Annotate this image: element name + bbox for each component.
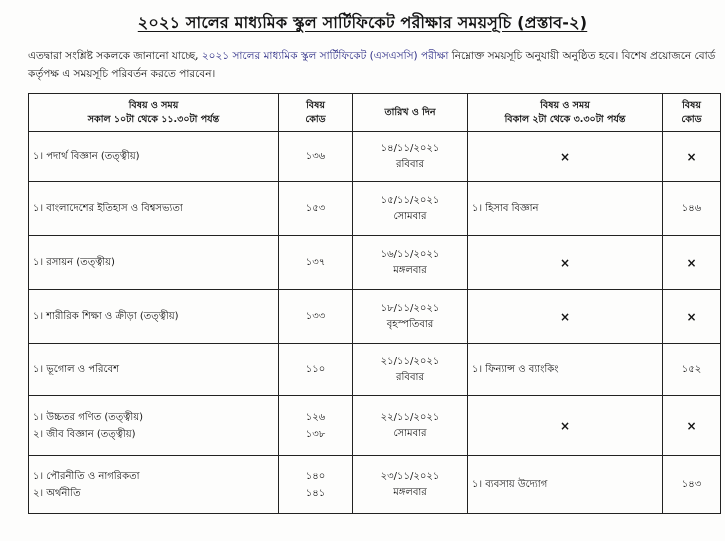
table-row <box>29 456 721 514</box>
morning-subjects <box>29 132 279 182</box>
exam-day: সোমবার <box>393 210 427 222</box>
subject-code: ১৩৭ <box>305 257 326 268</box>
morning-subject: ১। উচ্চতর গণিত (তত্ত্বীয়) <box>33 411 144 423</box>
exam-day: রবিবার <box>396 371 424 383</box>
morning-subjects <box>29 182 279 236</box>
morning-subject: ১। শারীরিক শিক্ষা ও ক্রীড়া (তত্ত্বীয়) <box>33 311 179 322</box>
header-morning-title: বিষয় ও সময় <box>128 99 179 111</box>
morning-codes <box>279 182 353 236</box>
subject-code: ১৫৩ <box>305 203 326 214</box>
morning-subject: ১। ভূগোল ও পরিবেশ <box>33 364 119 375</box>
date-cell <box>353 290 468 344</box>
afternoon-subject: ১। হিসাব বিজ্ঞান <box>468 182 663 236</box>
morning-subject: ২। অর্থনীতি <box>33 487 81 499</box>
date-cell <box>353 396 468 456</box>
exam-date: ১৬/১১/২০২১ <box>380 248 440 260</box>
header-morning-time: সকাল ১০টা থেকে ১১.৩০টা পর্যন্ত <box>87 113 220 125</box>
afternoon-code: × <box>663 132 721 182</box>
morning-codes <box>279 290 353 344</box>
morning-subjects <box>29 236 279 290</box>
morning-subjects <box>29 290 279 344</box>
afternoon-subject: ১। ফিন্যান্স ও ব্যাংকিং <box>468 344 663 396</box>
header-code2-line1: বিষয় <box>682 99 701 111</box>
subject-code: ১৩৮ <box>305 428 326 440</box>
exam-day: মঙ্গলবার <box>393 264 427 276</box>
intro-text-part1: এতদ্বারা সংশ্লিষ্ট সকলকে জানানো যাচ্ছে, <box>28 50 202 62</box>
exam-day: মঙ্গলবার <box>393 486 427 498</box>
afternoon-code: ১৫২ <box>663 344 721 396</box>
table-row <box>29 344 721 396</box>
subject-code: ১৩৩ <box>305 311 326 322</box>
exam-date: ১৫/১১/২০২১ <box>380 194 440 206</box>
header-code-line1: বিষয় <box>306 99 325 111</box>
afternoon-subject: ১। ব্যবসায় উদ্যোগ <box>468 456 663 514</box>
date-cell <box>353 456 468 514</box>
afternoon-code: ১৪৩ <box>663 456 721 514</box>
exam-day: বৃহস্পতিবার <box>386 318 434 330</box>
morning-subject: ১। পৌরনীতি ও নাগরিকতা <box>33 470 140 482</box>
header-code2-line2: কোড <box>681 113 702 125</box>
table-row <box>29 396 721 456</box>
intro-paragraph <box>28 47 720 83</box>
morning-subject: ১। বাংলাদেশের ইতিহাস ও বিশ্বসভ্যতা <box>33 203 183 214</box>
afternoon-code: ১৪৬ <box>663 182 721 236</box>
header-afternoon-time: বিকাল ২টা থেকে ৩.৩০টা পর্যন্ত <box>504 113 626 125</box>
afternoon-subject: × <box>468 396 663 456</box>
afternoon-subject: × <box>468 290 663 344</box>
date-cell <box>353 132 468 182</box>
table-row <box>29 132 721 182</box>
afternoon-subject: × <box>468 132 663 182</box>
morning-codes <box>279 396 353 456</box>
subject-code: ১৪১ <box>305 487 326 499</box>
subject-code: ১১০ <box>305 364 326 375</box>
morning-codes <box>279 132 353 182</box>
morning-codes <box>279 236 353 290</box>
page-title-text: ২০২১ সালের মাধ্যমিক স্কুল সার্টিফিকেট পরীক্ষার সময়সূচি (প্রস্তাব-২) <box>137 13 588 32</box>
morning-subjects <box>29 344 279 396</box>
subject-code: ১২৬ <box>305 411 326 423</box>
afternoon-subject: × <box>468 236 663 290</box>
table-row <box>29 290 721 344</box>
exam-schedule-table <box>28 93 721 514</box>
morning-subjects <box>29 456 279 514</box>
exam-date: ২১/১১/২০২১ <box>380 355 440 367</box>
intro-highlight: ২০২১ সালের মাধ্যমিক স্কুল সার্টিফিকেট (এসএসসি) পরীক্ষা <box>201 50 449 62</box>
date-cell <box>353 344 468 396</box>
intro-text-part2: নিম্নোক্ত সময়সূচি অনুযায়ী অনুষ্ঠিত হবে। বিশেষ প্রয়োজনে বোর্ড কর্তৃপক্ষ এ সময়সূচি পরিবর্তন করতে পারবেন। <box>28 50 716 80</box>
subject-code: ১৩৬ <box>305 151 326 162</box>
header-morning <box>29 94 279 132</box>
exam-date: ২৩/১১/২০২১ <box>380 470 440 482</box>
date-cell <box>353 182 468 236</box>
exam-day: সোমবার <box>393 427 427 439</box>
header-date: তারিখ ও দিন <box>353 94 468 132</box>
morning-subject: ১। পদার্থ বিজ্ঞান (তত্ত্বীয়) <box>33 151 140 162</box>
subject-code: ১৪০ <box>305 470 326 482</box>
afternoon-code: × <box>663 290 721 344</box>
afternoon-code: × <box>663 396 721 456</box>
header-afternoon-title: বিষয় ও সময় <box>540 99 590 111</box>
header-code <box>279 94 353 132</box>
page-title <box>0 10 725 37</box>
exam-date: ১৪/১১/২০২১ <box>380 142 440 154</box>
header-afternoon <box>468 94 663 132</box>
header-code-2 <box>663 94 721 132</box>
table-row <box>29 236 721 290</box>
morning-codes <box>279 456 353 514</box>
morning-codes <box>279 344 353 396</box>
table-header-row <box>29 94 721 132</box>
afternoon-code: × <box>663 236 721 290</box>
exam-date: ২২/১১/২০২১ <box>380 411 440 423</box>
exam-date: ১৮/১১/২০২১ <box>380 302 440 314</box>
table-row <box>29 182 721 236</box>
header-code-line2: কোড <box>305 113 326 125</box>
morning-subject: ১। রসায়ন (তত্ত্বীয়) <box>33 257 115 268</box>
morning-subjects <box>29 396 279 456</box>
exam-day: রবিবার <box>396 158 424 170</box>
date-cell <box>353 236 468 290</box>
morning-subject: ২। জীব বিজ্ঞান (তত্ত্বীয়) <box>33 428 136 440</box>
